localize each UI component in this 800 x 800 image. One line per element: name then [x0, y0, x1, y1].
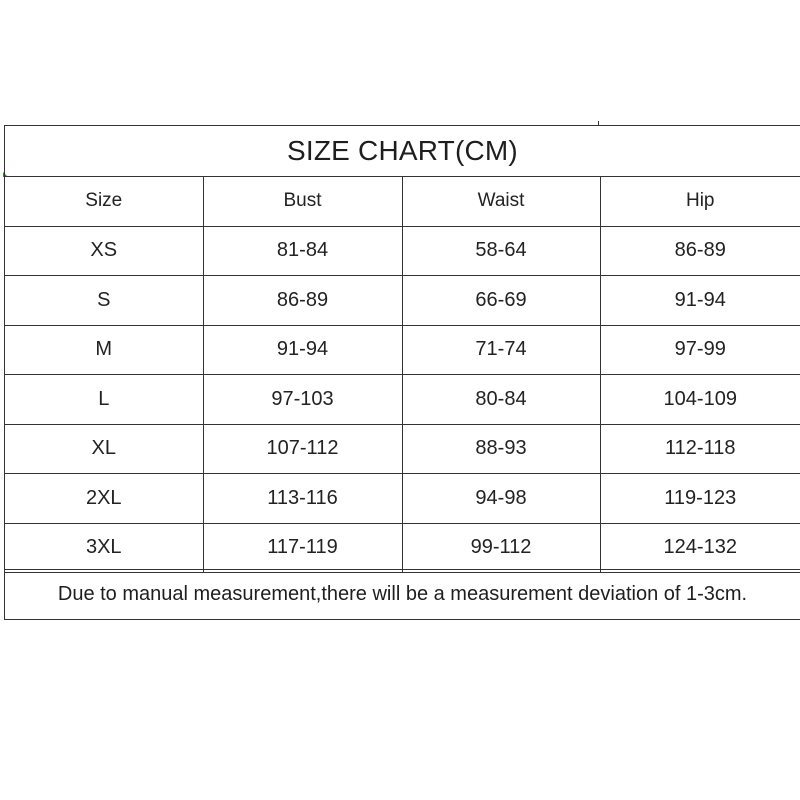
cell-bust: 91-94: [203, 325, 402, 375]
cell-size: 3XL: [5, 523, 203, 573]
cell-bust: 81-84: [203, 226, 402, 276]
cell-size: XL: [5, 424, 203, 474]
header-row: [5, 177, 800, 227]
cell-size: XS: [5, 226, 203, 276]
cell-size: 2XL: [5, 474, 203, 524]
cell-hip: 124-132: [600, 523, 800, 573]
header-size: Size: [5, 177, 203, 227]
cell-bust: 97-103: [203, 375, 402, 425]
header-waist: Waist: [402, 177, 600, 227]
table-row: [5, 474, 800, 524]
cell-hip: 112-118: [600, 424, 800, 474]
cell-size: M: [5, 325, 203, 375]
cell-bust: 86-89: [203, 276, 402, 326]
table-row: [5, 325, 800, 375]
cell-waist: 80-84: [402, 375, 600, 425]
cell-size: L: [5, 375, 203, 425]
measurement-note: Due to manual measurement,there will be a measurement deviation of 1-3cm.: [5, 569, 800, 619]
cell-waist: 66-69: [402, 276, 600, 326]
cell-size: S: [5, 276, 203, 326]
cell-hip: 119-123: [600, 474, 800, 524]
cell-bust: 117-119: [203, 523, 402, 573]
cell-waist: 94-98: [402, 474, 600, 524]
header-hip: Hip: [600, 177, 800, 227]
cell-waist: 71-74: [402, 325, 600, 375]
cell-bust: 107-112: [203, 424, 402, 474]
cell-hip: 86-89: [600, 226, 800, 276]
size-chart: [4, 125, 800, 620]
cell-bust: 113-116: [203, 474, 402, 524]
cell-hip: 97-99: [600, 325, 800, 375]
table-row: [5, 375, 800, 425]
header-bust: Bust: [203, 177, 402, 227]
table-row: [5, 424, 800, 474]
cell-hip: 104-109: [600, 375, 800, 425]
table-row: [5, 226, 800, 276]
cell-waist: 58-64: [402, 226, 600, 276]
cell-waist: 99-112: [402, 523, 600, 573]
size-table: [5, 176, 800, 573]
cell-hip: 91-94: [600, 276, 800, 326]
chart-title: SIZE CHART(CM): [287, 135, 518, 166]
cell-waist: 88-93: [402, 424, 600, 474]
table-row: [5, 523, 800, 573]
table-row: [5, 276, 800, 326]
